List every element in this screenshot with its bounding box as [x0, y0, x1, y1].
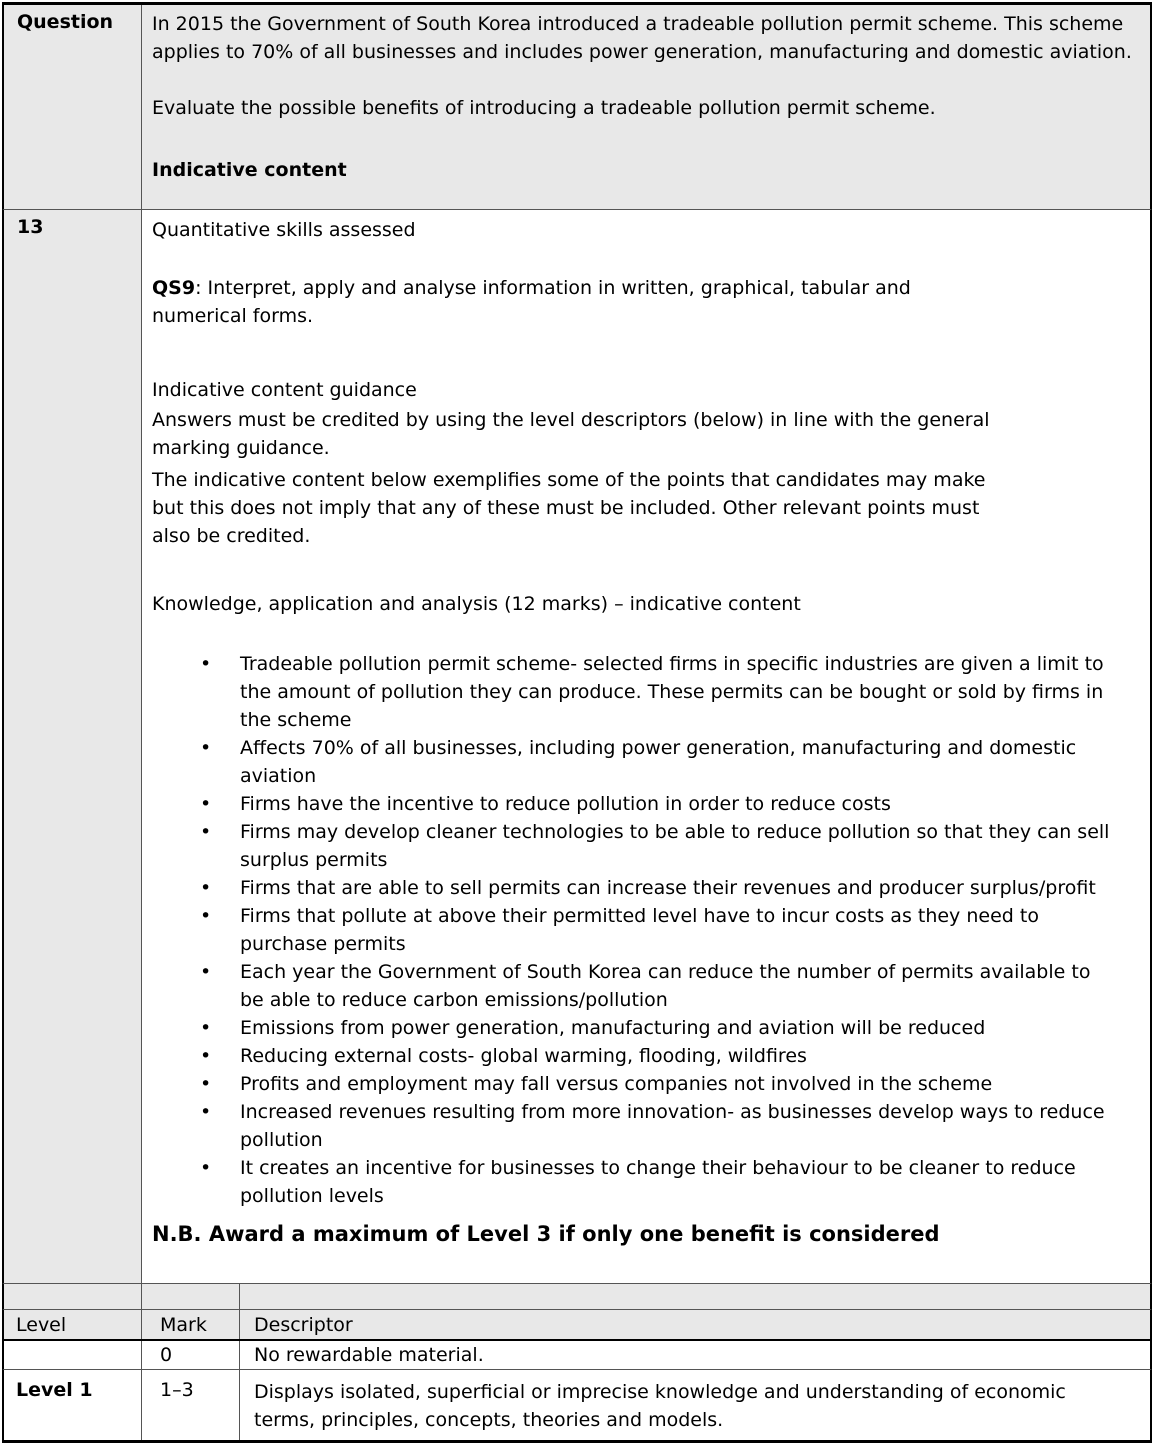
- bullet-text: Each year the Government of South Korea can reduce the number of permits available to be able to reduce carbon emissions/pollution: [240, 961, 1091, 1011]
- descriptor-text: Displays isolated, superficial or imprecise knowledge and understanding of economic terms, principles, concepts, theories and models.: [254, 1381, 1066, 1431]
- levels-spacer-row: [2, 1284, 1152, 1310]
- bullet-icon: •: [200, 737, 212, 759]
- bullet-icon: •: [200, 1101, 212, 1123]
- nb-note: N.B. Award a maximum of Level 3 if only one benefit is considered: [152, 1222, 940, 1246]
- level-cell: [4, 1341, 142, 1369]
- list-item: [152, 902, 1132, 958]
- qs9-text: : Interpret, apply and analyse information in written, graphical, tabular and numerical forms.: [152, 277, 911, 327]
- list-item: [152, 818, 1132, 874]
- bullet-text: Profits and employment may fall versus companies not involved in the scheme: [240, 1073, 993, 1095]
- descriptor-cell: [240, 1370, 1150, 1440]
- bullet-icon: •: [200, 905, 212, 927]
- list-item: [152, 1098, 1132, 1154]
- question-paragraph-1: In 2015 the Government of South Korea introduced a tradeable pollution permit scheme. This scheme applies to 70% of all businesses and includes power generation, manufacturing and domestic aviation.: [152, 13, 1132, 63]
- list-item: [152, 1070, 1132, 1098]
- descriptor-column-header: Descriptor: [254, 1314, 353, 1336]
- bullet-text: Firms may develop cleaner technologies to be able to reduce pollution so that they can sell surplus permits: [240, 821, 1110, 871]
- table-row: [2, 1341, 1152, 1370]
- skills-assessed-line: Quantitative skills assessed: [152, 219, 416, 241]
- level-cell: Level 1: [4, 1370, 142, 1440]
- question-text-cell: [142, 5, 1150, 209]
- list-item: [152, 650, 1132, 734]
- bullet-icon: •: [200, 1073, 212, 1095]
- bullet-icon: •: [200, 793, 212, 815]
- qs9-label: QS9: [152, 277, 196, 299]
- bullet-icon: •: [200, 961, 212, 983]
- mark-cell: 0: [142, 1341, 240, 1369]
- spacer-cell: [240, 1284, 1150, 1309]
- bullet-text: It creates an incentive for businesses to change their behaviour to be cleaner to reduce pollution levels: [240, 1157, 1076, 1207]
- guidance-paragraph-1: Answers must be credited by using the level descriptors (below) in line with the general marking guidance.: [152, 409, 990, 459]
- list-item: [152, 874, 1132, 902]
- bullet-icon: •: [200, 1017, 212, 1039]
- bullet-text: Tradeable pollution permit scheme- selected firms in specific industries are given a limit to the amount of pollution they can produce. These permits can be bought or sold by firms in the scheme: [240, 653, 1104, 731]
- list-item: [152, 958, 1132, 1014]
- list-item: [152, 1014, 1132, 1042]
- mark-scheme-document: [2, 2, 1152, 1443]
- bullet-text: Firms that are able to sell permits can increase their revenues and producer surplus/profit: [240, 877, 1096, 899]
- question-row: [2, 2, 1152, 210]
- guidance-paragraph-2: The indicative content below exemplifies some of the points that candidates may make but this does not imply that any of these must be included. Other relevant points must also be credited.: [152, 469, 986, 547]
- list-item: [152, 790, 1132, 818]
- level-column-header: Level: [4, 1310, 142, 1339]
- bullet-text: Firms that pollute at above their permitted level have to incur costs as they need to purchase permits: [240, 905, 1039, 955]
- question-number-cell: 13: [4, 210, 142, 1283]
- guidance-heading: Indicative content guidance: [152, 379, 417, 401]
- bullet-text: Emissions from power generation, manufacturing and aviation will be reduced: [240, 1017, 986, 1039]
- levels-header-row: [2, 1310, 1152, 1341]
- bullet-text: Increased revenues resulting from more innovation- as businesses develop ways to reduce pollution: [240, 1101, 1105, 1151]
- question-label-cell: Question: [4, 5, 142, 209]
- list-item: [152, 1154, 1132, 1210]
- mark-cell: 1–3: [142, 1370, 240, 1440]
- bullet-icon: •: [200, 877, 212, 899]
- indicative-content-cell: [142, 210, 1150, 1283]
- list-item: [152, 1042, 1132, 1070]
- descriptor-cell: No rewardable material.: [254, 1344, 484, 1366]
- bullet-text: Firms have the incentive to reduce pollution in order to reduce costs: [240, 793, 891, 815]
- bullet-icon: •: [200, 1045, 212, 1067]
- qs9-paragraph: [152, 274, 912, 330]
- indicative-content-heading: Indicative content: [152, 159, 347, 181]
- table-row: [2, 1370, 1152, 1443]
- bullet-icon: •: [200, 1157, 212, 1179]
- mark-column-header: Mark: [142, 1310, 240, 1339]
- spacer-cell: [4, 1284, 142, 1309]
- spacer-cell: [142, 1284, 240, 1309]
- bullet-text: Affects 70% of all businesses, including power generation, manufacturing and domestic aviation: [240, 737, 1077, 787]
- question-paragraph-2: Evaluate the possible benefits of introducing a tradeable pollution permit scheme.: [152, 97, 936, 119]
- bullet-text: Reducing external costs- global warming, flooding, wildfires: [240, 1045, 807, 1067]
- list-item: [152, 734, 1132, 790]
- indicative-content-row: [2, 210, 1152, 1284]
- bullet-icon: •: [200, 821, 212, 843]
- bullet-icon: •: [200, 653, 212, 675]
- indicative-bullet-list: [152, 650, 1132, 1210]
- knowledge-application-heading: Knowledge, application and analysis (12 marks) – indicative content: [152, 593, 801, 615]
